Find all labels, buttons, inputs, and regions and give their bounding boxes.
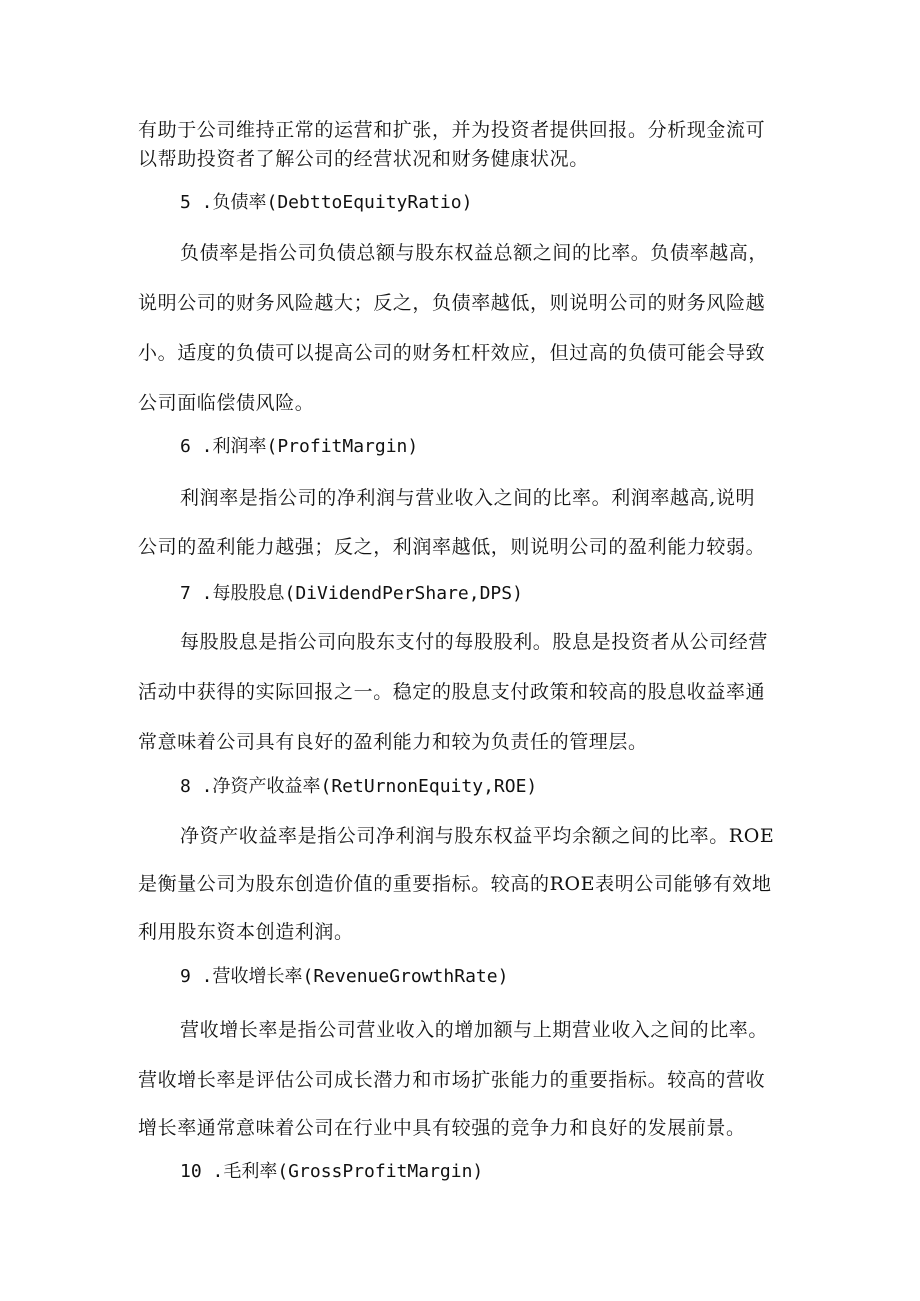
body-text-line: 净资产收益率是指公司净利润与股东权益平均余额之间的比率。ROE bbox=[180, 825, 775, 847]
body-text-line: 增长率通常意味着公司在行业中具有较强的竞争力和良好的发展前景。 bbox=[138, 1117, 746, 1139]
body-text-line: 利用股东资本创造利润。 bbox=[138, 921, 354, 943]
body-text-line: 利润率是指公司的净利润与营业收入之间的比率。利润率越高,说明 bbox=[180, 487, 756, 509]
body-text-line: 以帮助投资者了解公司的经营状况和财务健康状况。 bbox=[138, 148, 589, 170]
section-heading-5: 5 .负债率(DebttoEquityRatio) bbox=[180, 192, 473, 213]
body-text-line: 营收增长率是评估公司成长潜力和市场扩张能力的重要指标。较高的营收 bbox=[138, 1069, 766, 1091]
body-text-line: 每股股息是指公司向股东支付的每股股利。股息是投资者从公司经营 bbox=[180, 631, 769, 653]
body-text-line: 说明公司的财务风险越大；反之，负债率越低，则说明公司的财务风险越 bbox=[138, 292, 766, 314]
body-text-line: 公司面临偿债风险。 bbox=[138, 392, 315, 414]
body-text-line: 负债率是指公司负债总额与股东权益总额之间的比率。负债率越高， bbox=[180, 242, 769, 264]
body-text-line: 是衡量公司为股东创造价值的重要指标。较高的ROE表明公司能够有效地 bbox=[138, 873, 772, 895]
section-heading-9: 9 .营收增长率(RevenueGrowthRate) bbox=[180, 966, 509, 987]
section-heading-8: 8 .净资产收益率(RetUrnonEquity,ROE) bbox=[180, 776, 538, 797]
body-text-line: 营收增长率是指公司营业收入的增加额与上期营业收入之间的比率。 bbox=[180, 1019, 769, 1041]
section-heading-10: 10 .毛利率(GrossProfitMargin) bbox=[180, 1161, 484, 1182]
section-heading-6: 6 .利润率(ProfitMargin) bbox=[180, 436, 419, 457]
body-text-line: 常意味着公司具有良好的盈利能力和较为负责任的管理层。 bbox=[138, 731, 648, 753]
body-text-line: 公司的盈利能力越强；反之，利润率越低，则说明公司的盈利能力较弱。 bbox=[138, 536, 766, 558]
section-heading-7: 7 .每股股息(DiVidendPerShare,DPS) bbox=[180, 583, 523, 604]
body-text-line: 小。适度的负债可以提高公司的财务杠杆效应，但过高的负债可能会导致 bbox=[138, 342, 766, 364]
body-text-line: 有助于公司维持正常的运营和扩张，并为投资者提供回报。分析现金流可 bbox=[138, 119, 766, 141]
body-text-line: 活动中获得的实际回报之一。稳定的股息支付政策和较高的股息收益率通 bbox=[138, 681, 766, 703]
